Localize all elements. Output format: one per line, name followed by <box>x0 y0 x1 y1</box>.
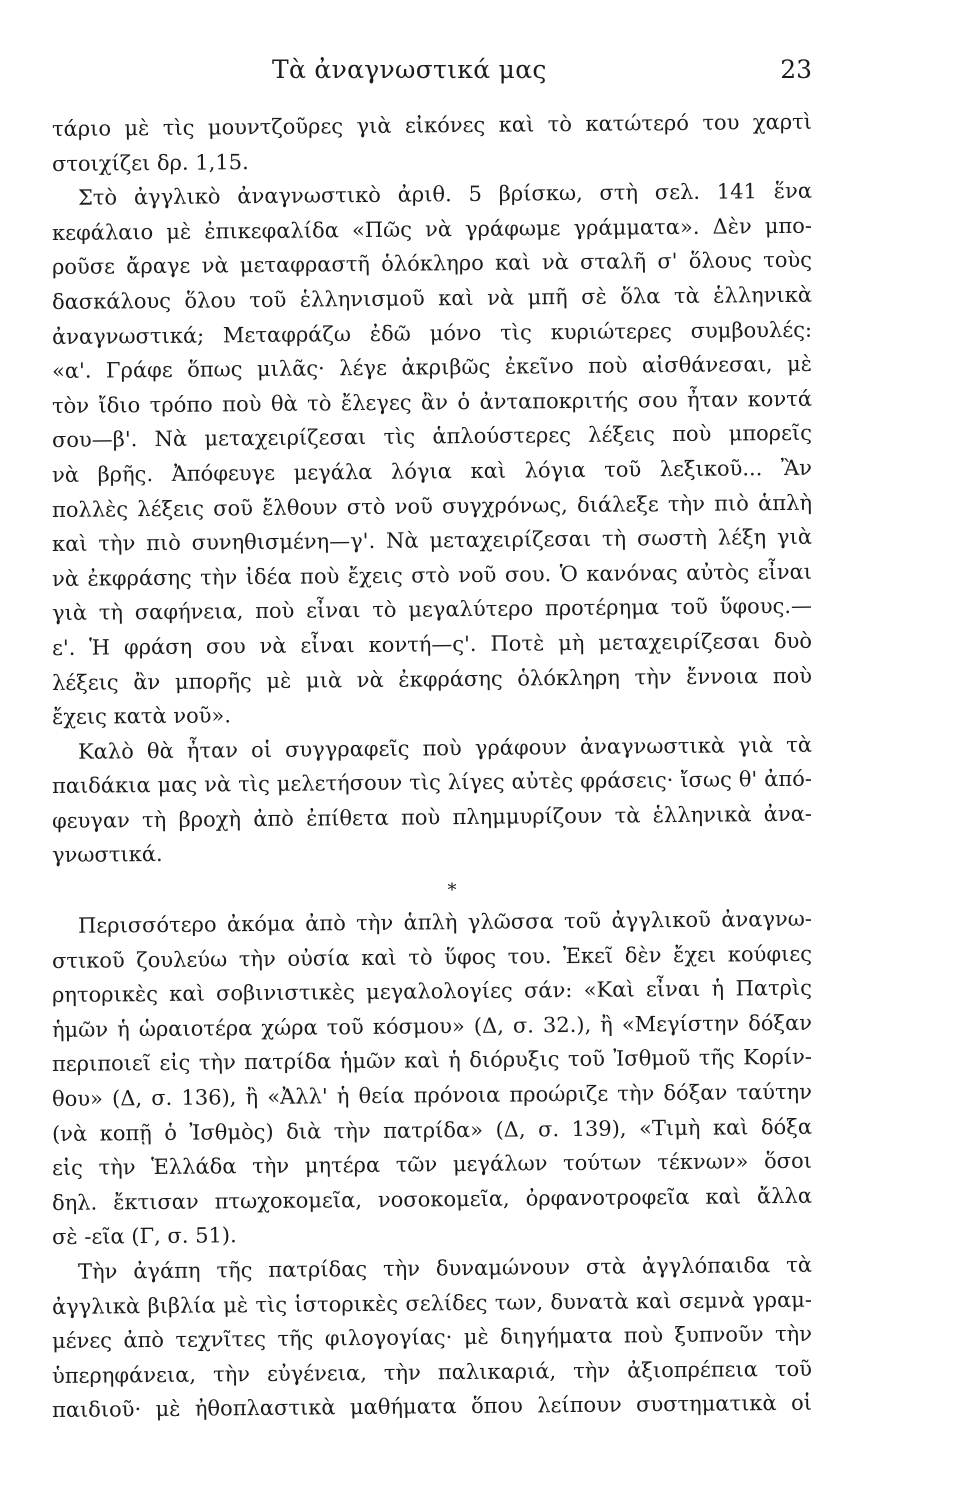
text-line: παιδιοῦ· μὲ ἠθοπλαστικὰ μαθήματα ὅπου λείπουν συστηματικὰ οἱ <box>51 1391 813 1423</box>
text-line: κεφάλαιο μὲ ἐπικεφαλίδα «Πῶς νὰ γράφωμε γράμματα». Δὲν μπο- <box>51 213 813 245</box>
text-line: γιὰ τὴ σαφήνεια, ποὺ εἶναι τὸ μεγαλύτερο προτέρημα τοῦ ὕφους.— <box>51 594 813 626</box>
text-line: Καλὸ θὰ ἦταν οἱ συγγραφεῖς ποὺ γράφουν ἀναγνωστικὰ γιὰ τὰ <box>77 732 813 764</box>
text-line: περιποιεῖ εἰς τὴν πατρίδα ἡμῶν καὶ ἡ διόρυξις τοῦ Ἰσθμοῦ τῆς Κορίν- <box>51 1045 813 1077</box>
text-line: θου» (Δ, σ. 136), ἢ «Ἀλλ' ἡ θεία πρόνοια προώριζε τὴν δόξαν ταύτην <box>51 1079 813 1112</box>
text-line: νὰ ἐκφράσης τὴν ἰδέα ποὺ ἔχεις στὸ νοῦ σου. Ὁ κανόνας αὐτὸς εἶναι <box>51 559 813 591</box>
text-block-2 <box>51 906 813 1428</box>
section-separator: * <box>447 880 457 902</box>
text-line: ἔχεις κατὰ νοῦ». <box>51 703 232 730</box>
text-line: τάριο μὲ τὶς μουντζοῦρες γιὰ εἰκόνες καὶ τὸ κατώτερό του χαρτὶ <box>51 109 813 141</box>
text-line: νὰ βρῆς. Ἀπόφευγε μεγάλα λόγια καὶ λόγια τοῦ λεξικοῦ... Ἂν <box>51 455 813 487</box>
text-line: στοιχίζει δρ. 1,15. <box>51 149 249 176</box>
text-line: εἰς τὴν Ἑλλάδα τὴν μητέρα τῶν μεγάλων τούτων τέκνων» ὅσοι <box>51 1148 813 1181</box>
text-line: τὸν ἴδιο τρόπο ποὺ θὰ τὸ ἔλεγες ἂν ὁ ἀνταποκριτής σου ἦταν κοντά <box>51 386 813 418</box>
running-head <box>52 55 812 95</box>
text-line: δασκάλους ὅλου τοῦ ἑλληνισμοῦ καὶ νὰ μπῆ σὲ ὅλα τὰ ἑλληνικὰ <box>51 282 813 314</box>
text-line: γνωστικά. <box>51 842 163 868</box>
text-line: Τὴν ἀγάπη τῆς πατρίδας τὴν δυναμώνουν στὰ ἀγγλόπαιδα τὰ <box>77 1252 813 1284</box>
text-line: ε'. Ἡ φράση σου νὰ εἶναι κοντή—ς'. Ποτὲ μὴ μεταχειρίζεσαι δυὸ <box>51 628 813 660</box>
text-line: λέξεις ἂν μπορῆς μὲ μιὰ νὰ ἐκφράσης ὁλόκληρη τὴν ἔννοια ποὺ <box>51 663 813 695</box>
page-number: 23 <box>780 55 812 84</box>
text-line: πολλὲς λέξεις σοῦ ἔλθουν στὸ νοῦ συγχρόνως, διάλεξε τὴν πιὸ ἁπλὴ <box>51 490 813 522</box>
text-block-1 <box>51 109 813 873</box>
text-line: «α'. Γράφε ὅπως μιλᾶς· λέγε ἀκριβῶς ἐκεῖνο ποὺ αἰσθάνεσαι, μὲ <box>51 351 813 384</box>
text-line: σου—β'. Νὰ μεταχειρίζεσαι τὶς ἁπλούστερες λέξεις ποὺ μπορεῖς <box>51 421 813 453</box>
text-line: σὲ -εῖα (Γ, σ. 51). <box>51 1223 237 1250</box>
text-line: καὶ τὴν πιὸ συνηθισμένη—γ'. Νὰ μεταχειρίζεσαι τὴ σωστὴ λέξη γιὰ <box>51 524 813 557</box>
body-text <box>51 109 813 1428</box>
text-line: ἡμῶν ἡ ὡραιοτέρα χώρα τοῦ κόσμου» (Δ, σ. 32.), ἢ «Μεγίστην δόξαν <box>51 1010 813 1042</box>
text-line: ρητορικὲς καὶ σοβινιστικὲς μεγαλολογίες σάν: «Καὶ εἶναι ἡ Πατρὶς <box>51 975 813 1008</box>
text-line: μένες ἀπὸ τεχνῖτες τῆς φιλογογίας· μὲ διηγήματα ποὺ ξυπνοῦν τὴν <box>51 1321 813 1354</box>
text-line: ροῦσε ἄραγε νὰ μεταφραστῆ ὁλόκληρο καὶ νὰ σταλῆ σ' ὅλους τοὺς <box>51 248 813 280</box>
text-line: Στὸ ἀγγλικὸ ἀναγνωστικὸ ἀριθ. 5 βρίσκω, στὴ σελ. 141 ἕνα <box>77 178 813 210</box>
text-line: ὑπερηφάνεια, τὴν εὐγένεια, τὴν παλικαριά, τὴν ἀξιοπρέπεια τοῦ <box>51 1356 813 1388</box>
text-line: ἀγγλικὰ βιβλία μὲ τὶς ἱστορικὲς σελίδες των, δυνατὰ καὶ σεμνὰ γραμ- <box>51 1287 813 1319</box>
text-line: στικοῦ ζουλεύω τὴν οὐσία καὶ τὸ ὕφος του. Ἐκεῖ δὲν ἔχει κούφιες <box>51 941 813 973</box>
running-title: Τὰ ἀναγνωστικά μας <box>272 55 547 84</box>
text-line: (νὰ κοπῇ ὁ Ἰσθμὸς) διὰ τὴν πατρίδα» (Δ, σ. 139), «Τιμὴ καὶ δόξα <box>51 1114 813 1146</box>
text-line: δηλ. ἔκτισαν πτωχοκομεῖα, νοσοκομεῖα, ὀρφανοτροφεῖα καὶ ἄλλα <box>51 1183 813 1215</box>
text-line: φευγαν τὴ βροχὴ ἀπὸ ἐπίθετα ποὺ πλημμυρίζουν τὰ ἑλληνικὰ ἀνα- <box>51 801 813 833</box>
text-line: ἀναγνωστικά; Μεταφράζω ἐδῶ μόνο τὶς κυριώτερες συμβουλές: <box>51 317 813 349</box>
text-line: παιδάκια μας νὰ τὶς μελετήσουν τὶς λίγες αὐτὲς φράσεις· ἴσως θ' ἀπό- <box>51 766 813 799</box>
text-line: Περισσότερο ἀκόμα ἀπὸ τὴν ἁπλὴ γλῶσσα τοῦ ἀγγλικοῦ ἀναγνω- <box>77 906 813 938</box>
